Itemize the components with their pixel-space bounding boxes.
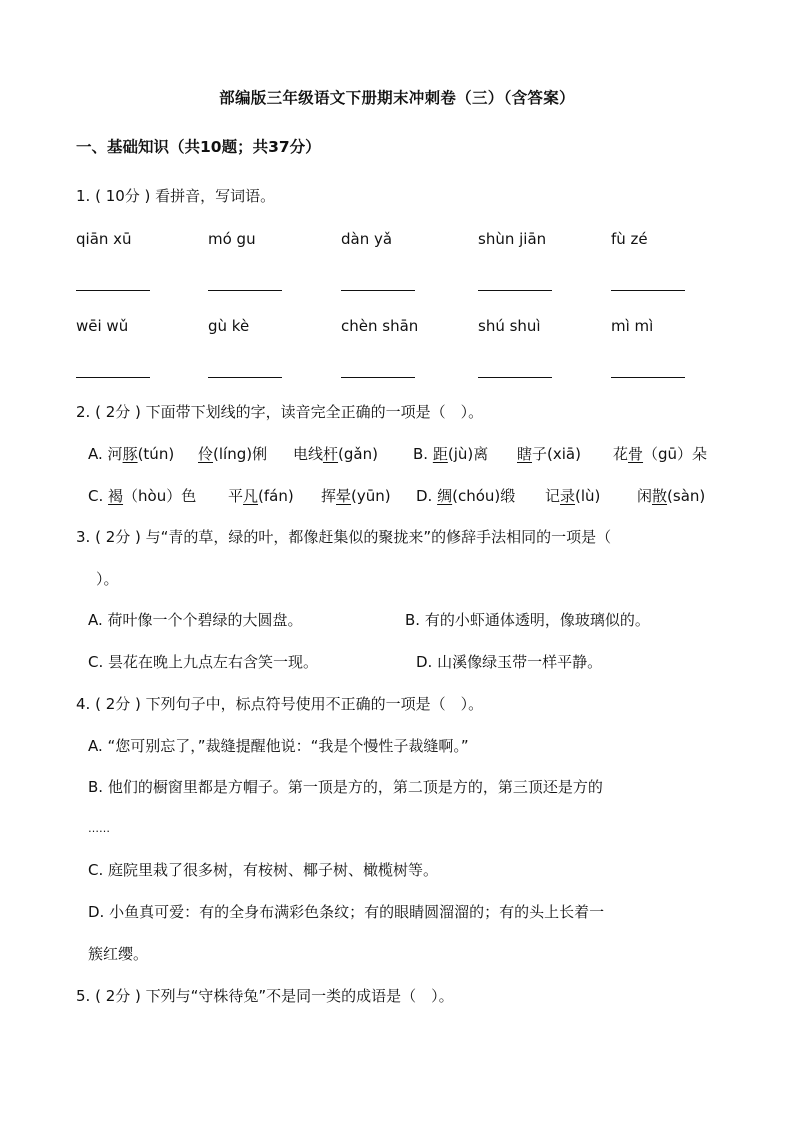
- option-d[interactable]: D. 绸(chóu)缎: [416, 487, 516, 505]
- option-b[interactable]: B. 他们的橱窗里都是方帽子。第一顶是方的，第二顶是方的，第三顶还是方的: [88, 778, 603, 796]
- answer-blank[interactable]: [76, 290, 150, 291]
- option-b-continued: ……: [88, 822, 110, 835]
- option-c[interactable]: C. 褐（hòu）色: [88, 487, 197, 505]
- question-3-stem-end: ）。: [96, 570, 119, 588]
- option-c-word-2: 平凡(fán): [228, 487, 294, 505]
- option-b-word-3: 花骨（gū）朵: [613, 445, 708, 463]
- option-d-continued: 簇红缨。: [88, 945, 149, 963]
- option-a-word-2: 伶(líng)俐: [198, 445, 268, 463]
- answer-blank[interactable]: [208, 377, 282, 378]
- question-2-stem: 2. ( 2分 ) 下面带下划线的字，读音完全正确的一项是（ ）。: [76, 403, 484, 421]
- pinyin-cell: mì mì: [611, 317, 654, 335]
- answer-blank[interactable]: [478, 377, 552, 378]
- pinyin-cell: shùn jiān: [478, 230, 547, 248]
- pinyin-cell: dàn yǎ: [341, 230, 393, 248]
- option-a[interactable]: A. 河豚(tún): [88, 445, 175, 463]
- option-b[interactable]: B. 有的小虾通体透明，像玻璃似的。: [405, 611, 650, 629]
- question-4-stem: 4. ( 2分 ) 下列句子中，标点符号使用不正确的一项是（ ）。: [76, 695, 484, 713]
- question-3-stem: 3. ( 2分 ) 与“青的草，绿的叶，都像赶集似的聚拢来”的修辞手法相同的一项是（: [76, 528, 612, 546]
- option-a[interactable]: A. 荷叶像一个个碧绿的大圆盘。: [88, 611, 303, 629]
- pinyin-cell: chèn shān: [341, 317, 419, 335]
- option-b[interactable]: B. 距(jù)离: [413, 445, 489, 463]
- answer-blank[interactable]: [208, 290, 282, 291]
- answer-blank[interactable]: [611, 377, 685, 378]
- pinyin-cell: shú shuì: [478, 317, 541, 335]
- answer-blank[interactable]: [478, 290, 552, 291]
- option-d-word-3: 闲散(sàn): [637, 487, 706, 505]
- question-5-stem: 5. ( 2分 ) 下列与“守株待兔”不是同一类的成语是（ ）。: [76, 987, 454, 1005]
- answer-blank[interactable]: [76, 377, 150, 378]
- pinyin-cell: mó gu: [208, 230, 256, 248]
- option-c[interactable]: C. 庭院里栽了很多树，有桉树、椰子树、橄榄树等。: [88, 861, 439, 879]
- pinyin-cell: wēi wǔ: [76, 317, 129, 335]
- option-c-word-3: 挥晕(yūn): [321, 487, 391, 505]
- option-d[interactable]: D. 小鱼真可爱：有的全身布满彩色条纹；有的眼睛圆溜溜的；有的头上长着一: [88, 903, 605, 921]
- pinyin-cell: fù zé: [611, 230, 648, 248]
- option-d[interactable]: D. 山溪像绿玉带一样平静。: [416, 653, 603, 671]
- option-b-word-2: 瞎子(xiā): [517, 445, 581, 463]
- option-a-word-3: 电线杆(gǎn): [293, 445, 378, 463]
- page-title: 部编版三年级语文下册期末冲刺卷（三）（含答案）: [219, 89, 575, 107]
- option-a[interactable]: A. “您可别忘了，”裁缝提醒他说：“我是个慢性子裁缝啊。”: [88, 737, 469, 755]
- option-c[interactable]: C. 昙花在晚上九点左右含笑一现。: [88, 653, 319, 671]
- pinyin-cell: gù kè: [208, 317, 250, 335]
- answer-blank[interactable]: [611, 290, 685, 291]
- option-d-word-2: 记录(lù): [545, 487, 601, 505]
- answer-blank[interactable]: [341, 290, 415, 291]
- answer-blank[interactable]: [341, 377, 415, 378]
- pinyin-cell: qiān xū: [76, 230, 132, 248]
- section-heading: 一、基础知识（共10题；共37分）: [76, 138, 321, 156]
- question-1-stem: 1. ( 10分 ) 看拼音，写词语。: [76, 187, 276, 205]
